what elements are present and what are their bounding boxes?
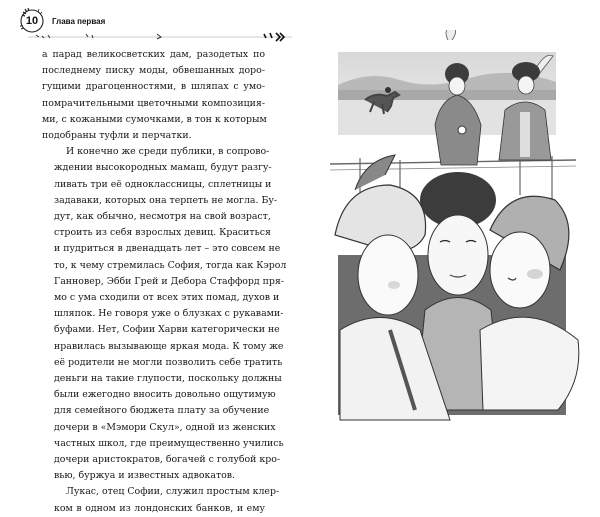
text-line: Лукас, отец Софии, служил простым клер-	[66, 486, 280, 498]
text-line: мо с ума сходили от всех этих помад, духов и	[54, 292, 280, 304]
text-line: нравилась вызывающе яркая мода. К тому же	[54, 340, 284, 352]
text-line: деньги на такие глупости, поскольку должны	[54, 373, 282, 385]
text-line: дочери в «Мэмори Скул», одной из женских	[54, 421, 276, 433]
text-line: И конечно же среди публики, в сопрово-	[66, 146, 270, 158]
text-line: шляпок. Не говоря уже о блузках с рукавами-	[54, 308, 284, 320]
text-line: задаваки, которых она терпеть не могла. Бу-	[54, 194, 278, 206]
illustration-image	[330, 30, 580, 425]
text-line: последнему писку моды, обвешанных доро-	[42, 65, 265, 77]
text-line: и пудриться в двенадцать лет – это совсем не	[54, 243, 281, 255]
text-line: вью, буржуа и известных адвокатов.	[54, 470, 236, 482]
text-line: дут, как обычно, несмотря на свой возраст,	[54, 211, 271, 223]
text-line: то, к чему стремилась София, тогда как Кэрол	[54, 259, 287, 271]
text-line: буфами. Нет, Софии Харви категорически не	[54, 324, 280, 336]
paragraph	[42, 484, 280, 516]
text-line: были ежегодно вносить довольно ощутимую	[54, 389, 276, 401]
text-line: частных школ, где преимущественно учились	[54, 437, 284, 449]
body-text	[42, 47, 287, 517]
text-line: ждении высокородных мамаш, будут разгу-	[54, 162, 272, 174]
text-line: ливать три её одноклассницы, сплетницы и	[54, 178, 272, 190]
chapter-title: Глава первая	[52, 17, 106, 26]
text-line: для семейного бюджета плату за обучение	[54, 405, 270, 417]
text-line: Ганновер, Эбби Грей и Дебора Стаффорд пря-	[54, 275, 285, 287]
text-line: дочери аристократов, богачей с голубой кро-	[54, 454, 281, 466]
text-line: а парад великосветских дам, разодетых по	[42, 49, 265, 60]
text-line: подобраны туфли и перчатки.	[42, 130, 192, 142]
decorative-rule-icon	[14, 30, 294, 44]
running-header	[14, 2, 294, 40]
text-line: строить из себя взрослых девиц. Краситься	[54, 227, 271, 239]
paragraph	[42, 47, 265, 144]
text-line: помрачительными цветочными композиция-	[42, 97, 265, 109]
left-page	[0, 0, 300, 514]
text-line: гущими драгоценностями, в шляпах с умо-	[42, 81, 265, 93]
paragraph	[42, 144, 287, 484]
page-number: 10	[25, 15, 39, 27]
text-line: ми, с кожаными сумочками, в тон к которым	[42, 113, 267, 125]
text-line: ком в одном из лондонских банков, и ему	[54, 502, 265, 514]
text-line: её родители не могли позволить себе тратить	[54, 356, 283, 368]
